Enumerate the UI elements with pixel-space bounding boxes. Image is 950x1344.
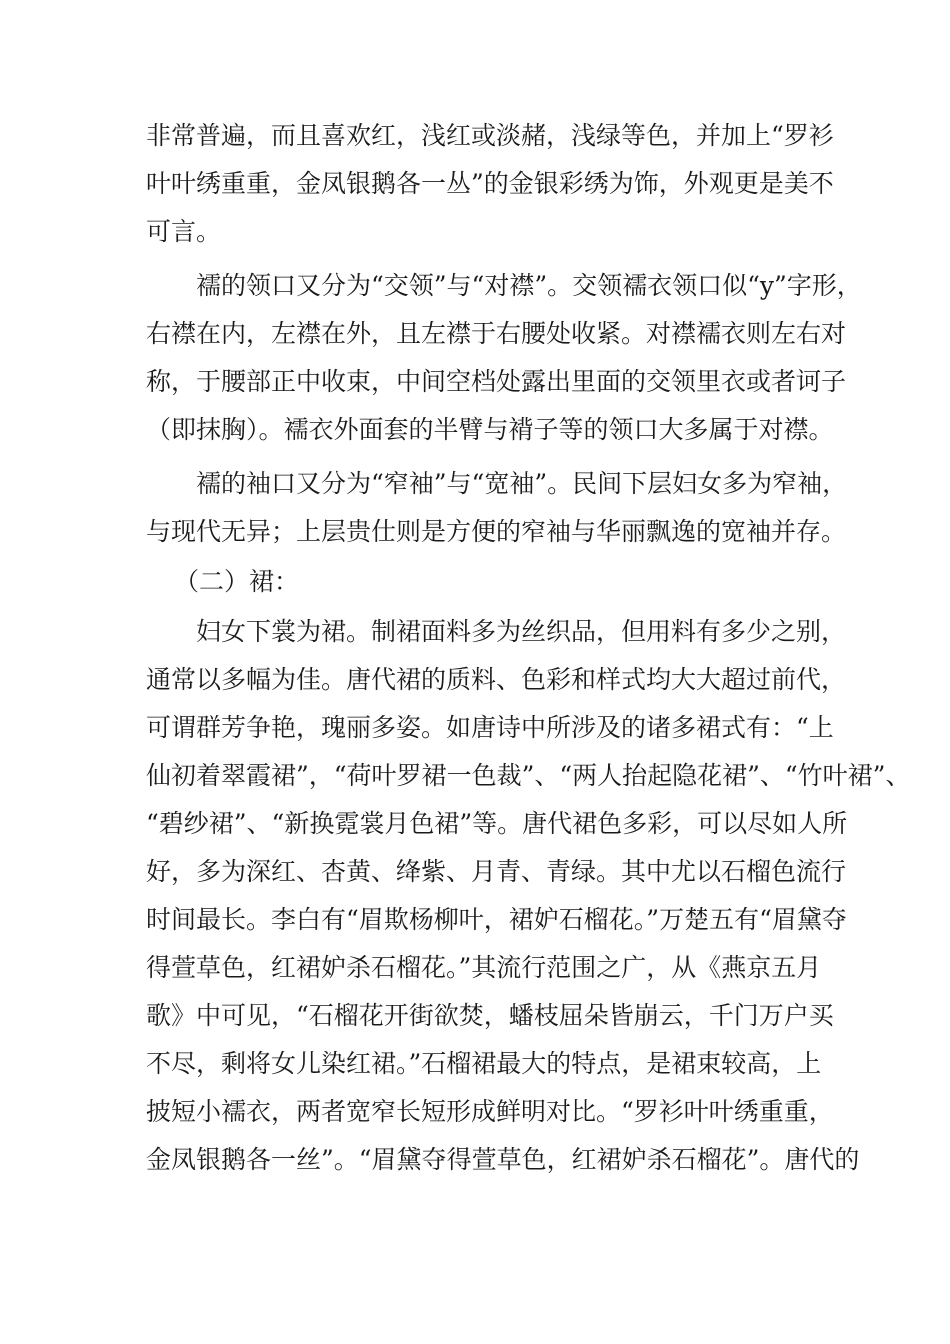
section-heading: （二）裙：: [174, 567, 300, 596]
text-line: 非常普遍，而且喜欢红，浅红或淡赭，浅绿等色，并加上“罗衫: [146, 121, 834, 150]
text-line: 叶叶绣重重，金凤银鹅各一丛”的金银彩绣为饰，外观更是美不: [146, 169, 834, 198]
text-line: 仙初着翠霞裙”，“荷叶罗裙一色裁”、“两人抬起隐花裙”、“竹叶裙”、: [146, 761, 911, 790]
text-line: 好，多为深红、杏黄、绛紫、月青、青绿。其中尤以石榴色流行: [146, 857, 847, 886]
paragraph-first-line: 襦的领口又分为“交领”与“对襟”。交领襦衣领口似“y”字形，: [196, 271, 862, 300]
text-line: 右襟在内，左襟在外，且左襟于右腰处收紧。对襟襦衣则左右对: [146, 319, 847, 348]
paragraph-first-line: 妇女下裳为裙。制裙面料多为丝织品，但用料有多少之别，: [196, 617, 847, 646]
text-line: 称，于腰部正中收束，中间空档处露出里面的交领里衣或者诃子: [146, 367, 847, 396]
paragraph-first-line: 襦的袖口又分为“窄袖”与“宽袖”。民间下层妇女多为窄袖，: [196, 469, 848, 498]
text-line: 歌》中可见，“石榴花开街欲焚，蟠枝屈朵皆崩云，千门万户买: [146, 1001, 834, 1030]
text-line: （即抹胸）。襦衣外面套的半臂与褙子等的领口大多属于对襟。: [146, 415, 834, 444]
text-line: 不尽，剩将女儿染红裙。”石榴裙最大的特点，是裙束较高，上: [146, 1049, 822, 1078]
text-line: 通常以多幅为佳。唐代裙的质料、色彩和样式均大大超过前代，: [146, 665, 847, 694]
text-line: 可言。: [146, 217, 222, 246]
text-line: 金凤银鹅各一丝”。“眉黛夺得萱草色，红裙妒杀石榴花”。唐代的: [146, 1145, 860, 1174]
text-line: 可谓群芳争艳，瑰丽多姿。如唐诗中所涉及的诸多裙式有：“上: [146, 713, 834, 742]
text-line: 时间最长。李白有“眉欺杨柳叶，裙妒石榴花。”万楚五有“眉黛夺: [146, 905, 847, 934]
text-line: 披短小襦衣，两者宽窄长短形成鲜明对比。“罗衫叶叶绣重重，: [146, 1097, 834, 1126]
text-line: 得萱草色，红裙妒杀石榴花。”其流行范围之广，从《燕京五月: [146, 953, 822, 982]
text-line: “碧纱裙”、“新换霓裳月色裙”等。唐代裙色多彩，可以尽如人所: [146, 809, 848, 838]
text-line: 与现代无异；上层贵仕则是方便的窄袖与华丽飘逸的宽袖并存。: [146, 517, 847, 546]
